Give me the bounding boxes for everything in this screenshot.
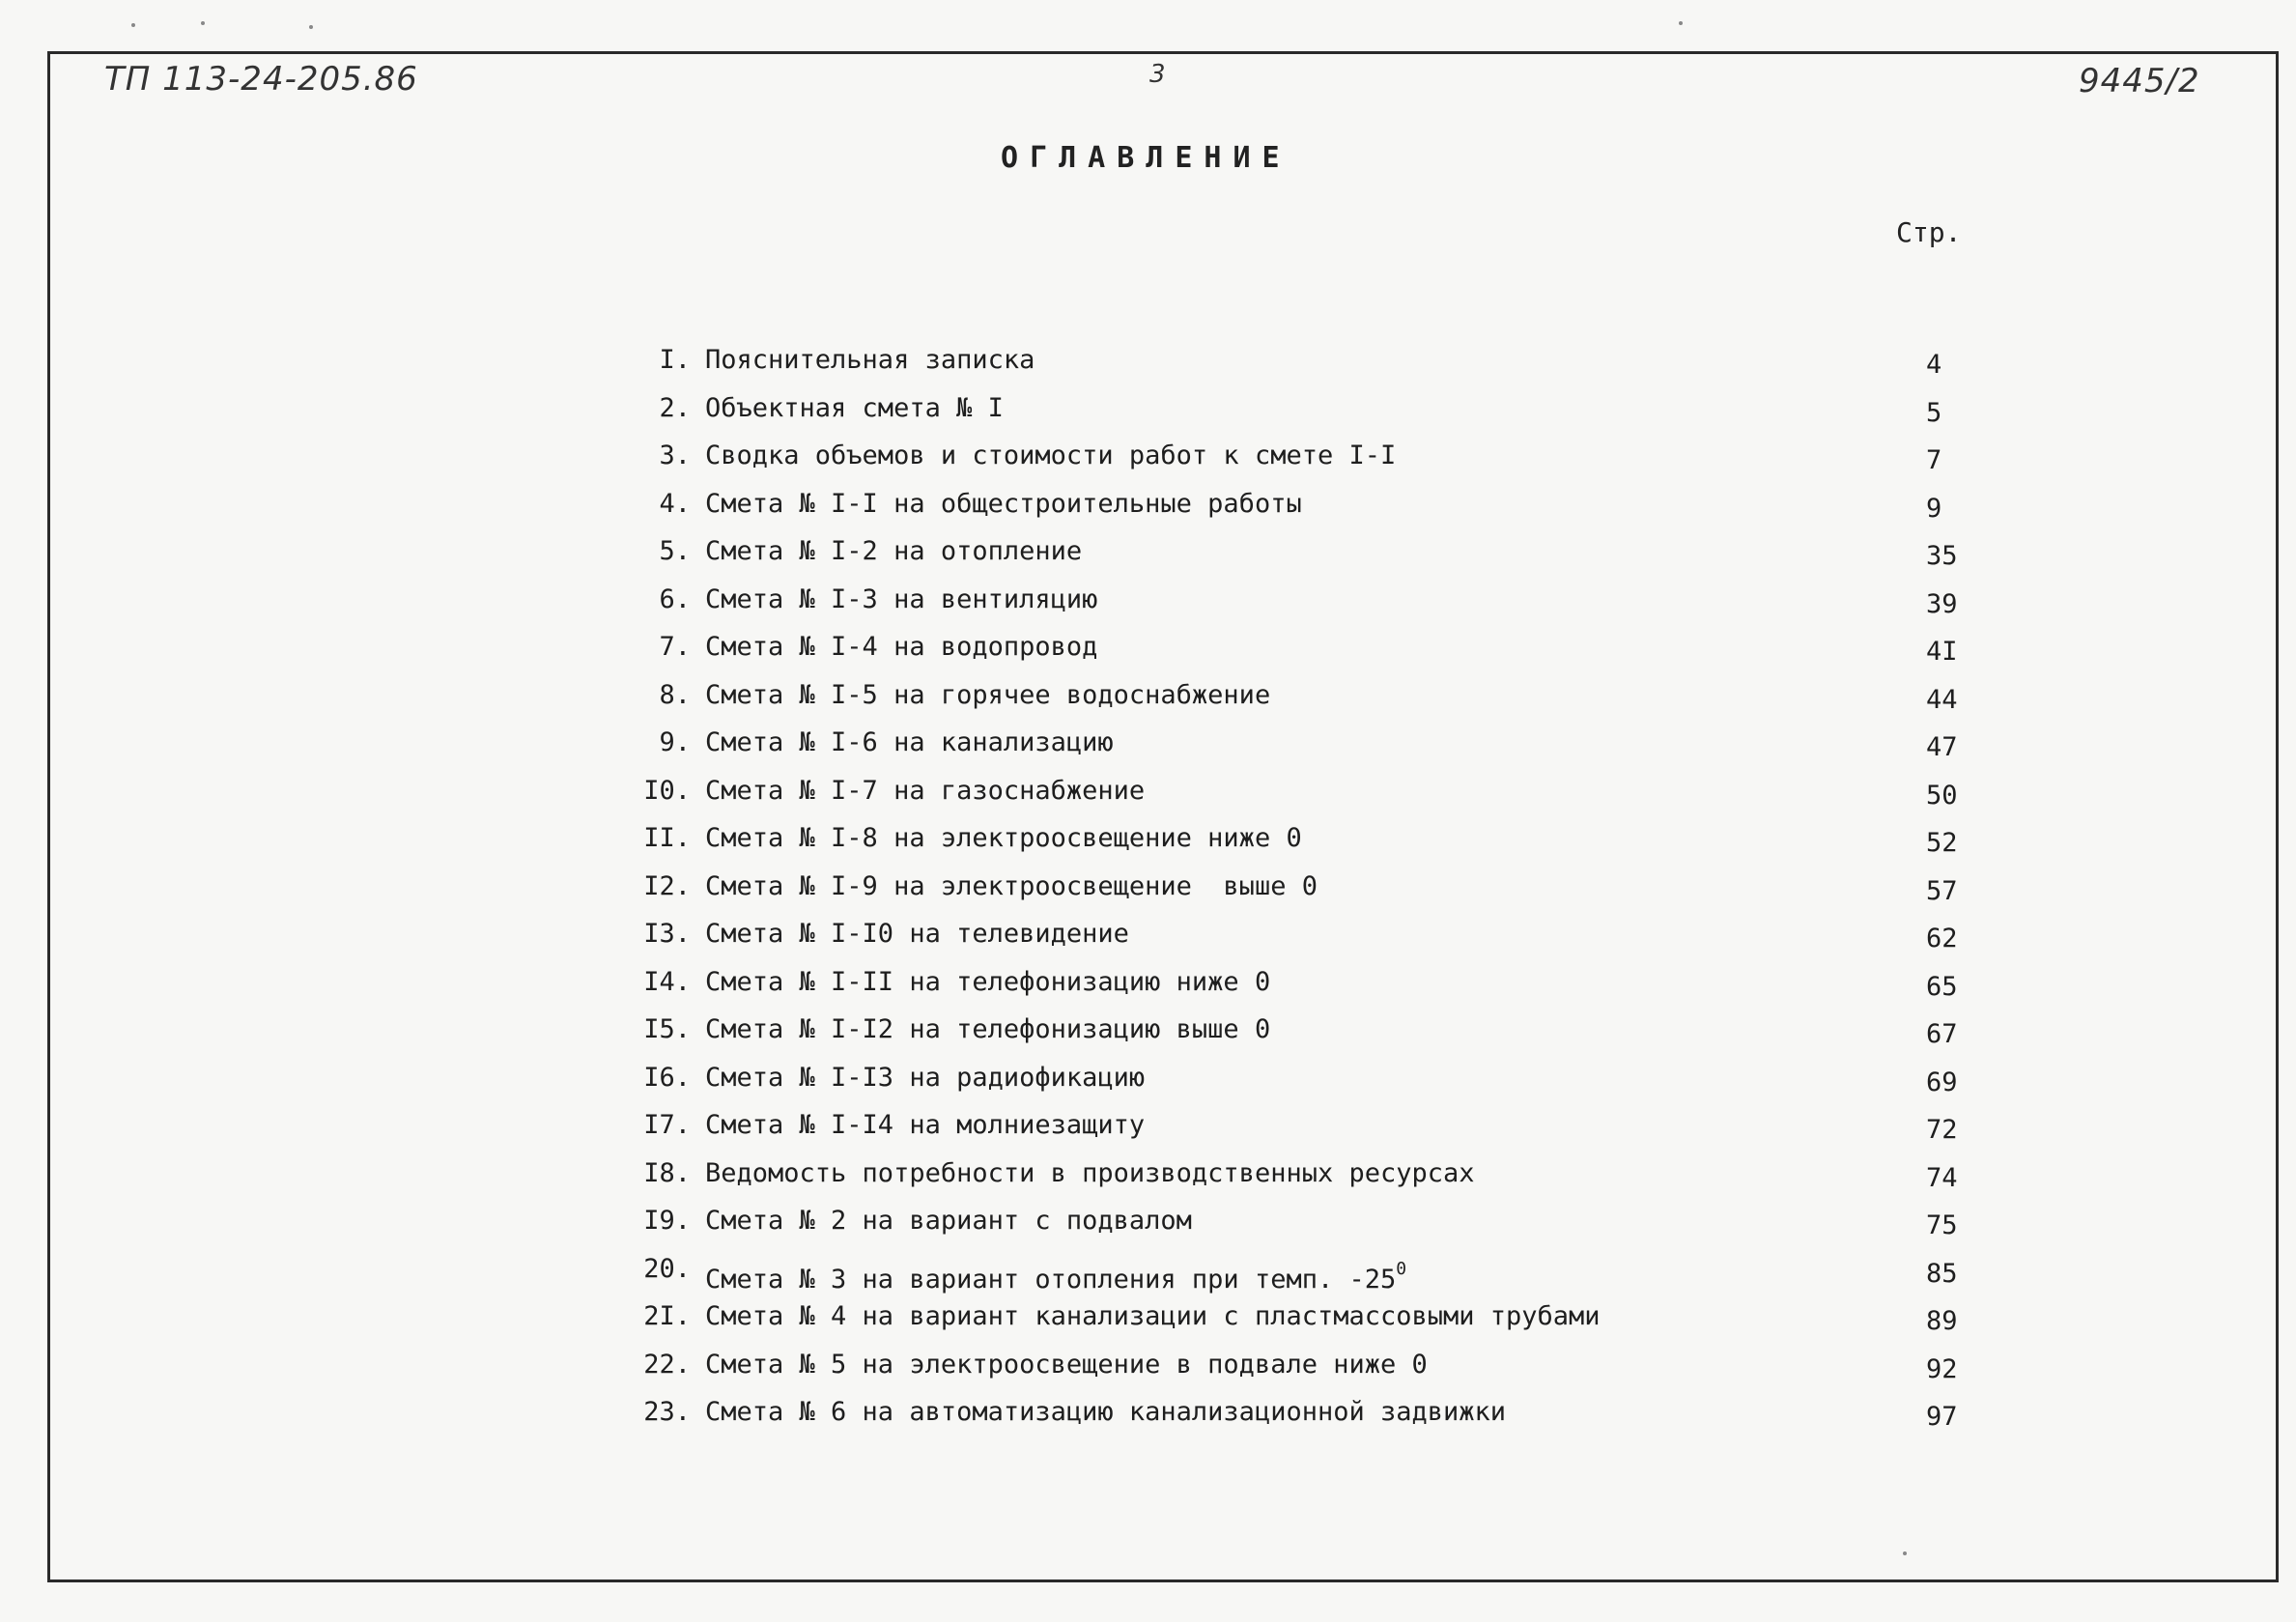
toc-item-title-text: Сводка объемов и стоимости работ к смете I-I [705,441,1397,470]
toc-item-title [705,344,1035,377]
toc-item-title [705,488,1302,521]
toc-item-title-text: Смета № 5 на электроосвещение в подвале ниже 0 [705,1349,1428,1380]
toc-item-number: I. [659,345,691,375]
toc-row [0,1062,2296,1110]
toc-item-number: 8. [659,679,691,710]
toc-item-title-text: Смета № I-I0 на телевидение [705,919,1129,949]
toc-row [0,1253,2296,1301]
toc-item-title-text: Пояснительная записка [705,345,1035,375]
toc-item-title-text: Смета № I-I на общестроительные работы [705,488,1302,519]
toc-item-title [705,1253,1406,1296]
toc-item-title [705,535,1082,568]
toc-item-number: 7. [659,632,691,662]
toc-item-number: 2I. [643,1301,691,1331]
toc-item-number: I4. [643,966,691,997]
page-column-header: Стр. [1896,216,1962,248]
scan-speck [309,25,313,29]
toc-item-title-text: Смета № I-3 на вентиляцию [705,583,1098,614]
toc-item-number: II. [643,823,691,853]
toc-item-title-text: Смета № 6 на автоматизацию канализационной задвижки [705,1397,1507,1427]
toc-item-title [705,822,1302,855]
toc-item-title-text: Смета № I-I4 на молниезащиту [705,1110,1146,1140]
archive-number: 9445/2 [2079,62,2200,100]
toc-item-title [705,1396,1506,1429]
toc-item-page: 44 [1926,684,1958,715]
toc-item-number: I8. [643,1157,691,1188]
toc-item-page: 85 [1926,1258,1958,1289]
toc-item-title [705,1013,1270,1046]
toc-item-page: 92 [1926,1353,1958,1384]
degree-superscript: 0 [1396,1258,1407,1279]
toc-item-number: I9. [643,1206,691,1236]
scan-speck [1679,21,1683,25]
toc-item-number: I0. [643,775,691,806]
toc-item-number: I5. [643,1014,691,1044]
toc-item-page: 5 [1926,397,1942,428]
toc-item-title [705,440,1396,472]
toc-item-title [705,679,1270,712]
toc-item-page: 97 [1926,1402,1958,1432]
toc-item-title-text: Смета № I-9 на электроосвещение выше 0 [705,870,1318,901]
toc-item-page: 72 [1926,1115,1958,1145]
toc-item-page: 69 [1926,1067,1958,1097]
toc-item-title-text: Ведомость потребности в производственных ресурсах [705,1157,1475,1188]
toc-item-title [705,1109,1145,1142]
toc-item-title [705,392,1004,425]
toc-item-page: 50 [1926,780,1958,811]
toc-item-title [705,1349,1428,1381]
toc-item-number: 23. [643,1397,691,1427]
toc-item-title [705,726,1114,759]
toc-item-title-text: Смета № I-2 на отопление [705,536,1083,566]
toc-item-number: 5. [659,536,691,566]
toc-item-title-text: Смета № I-4 на водопровод [705,632,1098,662]
toc-row [0,440,2296,488]
toc-row [0,1013,2296,1062]
toc-item-number: I6. [643,1062,691,1093]
toc-row [0,870,2296,919]
toc-row [0,966,2296,1014]
toc-item-title [705,966,1270,999]
toc-item-number: 22. [643,1349,691,1380]
toc-item-page: 4 [1926,350,1942,380]
toc-row [0,1205,2296,1253]
toc-row [0,1349,2296,1397]
toc-row [0,918,2296,966]
toc-item-title [705,583,1097,616]
toc-row [0,583,2296,632]
scan-speck [131,23,135,27]
toc-item-title [705,1300,1601,1333]
toc-item-number: I7. [643,1110,691,1140]
toc-item-title [705,1157,1475,1190]
toc-item-page: 35 [1926,541,1958,571]
toc-item-number: I3. [643,919,691,949]
toc-row [0,822,2296,870]
toc-item-page: 47 [1926,732,1958,762]
toc-item-title-text: Смета № 3 на вариант отопления при темп. -25 [705,1264,1397,1295]
scan-speck [201,21,205,25]
toc-item-title [705,631,1097,664]
toc-item-page: 67 [1926,1019,1958,1049]
toc-item-number: 2. [659,392,691,423]
toc-row [0,392,2296,441]
table-of-contents [0,344,2296,1444]
toc-item-title-text: Смета № I-5 на горячее водоснабжение [705,679,1271,710]
toc-item-number: 9. [659,727,691,757]
toc-item-page: 74 [1926,1162,1958,1193]
toc-item-number: 20. [643,1253,691,1284]
toc-item-page: 7 [1926,445,1942,475]
toc-item-title [705,775,1145,808]
toc-item-title-text: Смета № 4 на вариант канализации с пластмассовыми трубами [705,1301,1601,1331]
toc-item-title-text: Объектная смета № I [705,392,1004,423]
toc-item-number: 6. [659,583,691,614]
toc-item-title-text: Смета № I-6 на канализацию [705,727,1114,757]
toc-item-title-text: Смета № I-I2 на телефонизацию выше 0 [705,1014,1271,1044]
toc-item-title [705,918,1129,951]
toc-item-title [705,1205,1192,1238]
scan-speck [1903,1551,1907,1555]
toc-item-number: 4. [659,488,691,519]
toc-item-page: 57 [1926,875,1958,906]
toc-item-title-text: Смета № I-I3 на радиофикацию [705,1062,1146,1093]
document-code: ТП 113-24-205.86 [104,60,418,99]
toc-row [0,1396,2296,1444]
toc-item-page: 4I [1926,637,1958,667]
toc-item-page: 75 [1926,1210,1958,1240]
toc-row [0,726,2296,775]
toc-item-page: 39 [1926,588,1958,619]
toc-item-number: 3. [659,441,691,470]
toc-item-page: 89 [1926,1306,1958,1336]
toc-row [0,1109,2296,1157]
page-title: ОГЛАВЛЕНИЕ [1001,141,1291,175]
toc-row [0,488,2296,536]
toc-row [0,775,2296,823]
toc-row [0,1300,2296,1349]
toc-row [0,679,2296,727]
toc-item-title [705,1062,1145,1095]
toc-item-number: I2. [643,870,691,901]
toc-item-title-text: Смета № 2 на вариант с подвалом [705,1206,1192,1236]
toc-item-title [705,870,1318,903]
toc-row [0,631,2296,679]
toc-row [0,1157,2296,1206]
toc-item-page: 9 [1926,493,1942,524]
toc-item-title-text: Смета № I-8 на электроосвещение ниже 0 [705,823,1302,853]
toc-item-page: 62 [1926,924,1958,953]
toc-row [0,344,2296,392]
toc-item-page: 52 [1926,828,1958,858]
toc-item-title-text: Смета № I-7 на газоснабжение [705,775,1146,806]
toc-item-page: 65 [1926,971,1958,1002]
toc-row [0,535,2296,583]
toc-item-title-text: Смета № I-II на телефонизацию ниже 0 [705,966,1271,997]
page-number: 3 [1149,60,1167,89]
